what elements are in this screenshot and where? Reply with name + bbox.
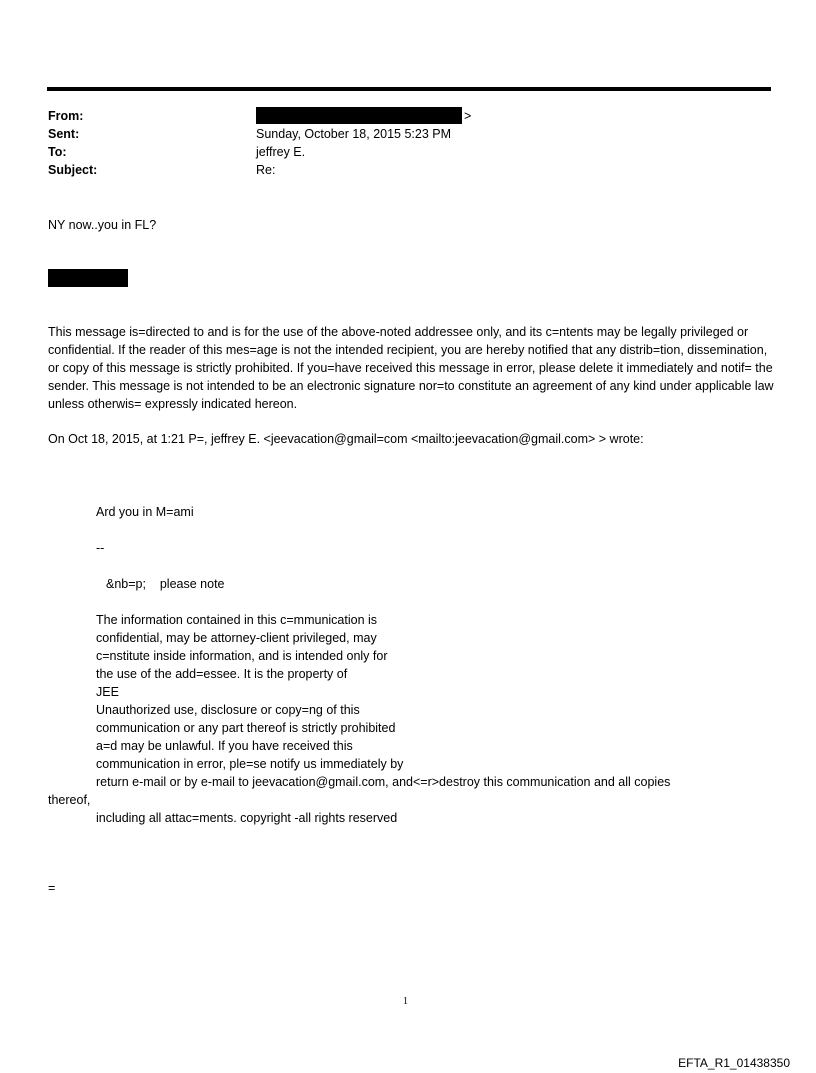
- subject-label: Subject:: [48, 163, 98, 177]
- notice-wrap-line: thereof,: [48, 793, 91, 807]
- quoted-line-1: Ard you in M=ami: [96, 505, 194, 519]
- notice-line: communication in error, ple=se notify us immediately by: [96, 757, 404, 771]
- confidentiality-notice: [96, 611, 670, 791]
- notice-line: c=nstitute inside information, and is intended only for: [96, 649, 388, 663]
- quoted-line-2: --: [96, 541, 105, 555]
- to-value: jeffrey E.: [256, 145, 306, 159]
- disclaimer-paragraph: This message is=directed to and is for the use of the above-noted addressee only, and its c=ntents may be legally privileged or confidential. If the reader of this mes=age is not the intended recipient, you are hereby notified that any distrib=tion, dissemination, or copy of this message is strictly prohibited. If you=have received this message in error, please delete it immediately and notif= the sender. This message is not intended to be an electronic signature nor=to constitute an agreement of any kind under applicable law unless otherwis= expressly indicated hereon.: [48, 325, 774, 411]
- from-value-suffix: >: [464, 109, 472, 123]
- notice-line: confidential, may be attorney-client privileged, may: [96, 631, 377, 645]
- notice-line: Unauthorized use, disclosure or copy=ng of this: [96, 703, 360, 717]
- subject-value: Re:: [256, 163, 276, 177]
- notice-line: the use of the add=essee. It is the property of: [96, 667, 348, 681]
- notice-line: return e-mail or by e-mail to jeevacation@gmail.com, and<=r>destroy this communication and all copies: [96, 775, 671, 789]
- notice-line: communication or any part thereof is strictly prohibited: [96, 721, 396, 735]
- sent-value: Sunday, October 18, 2015 5:23 PM: [256, 127, 452, 141]
- quoted-line-3: &nb=p; please note: [106, 577, 225, 591]
- trailing-equals: =: [48, 881, 56, 895]
- redacted-signature: [48, 269, 128, 287]
- notice-last-line: including all attac=ments. copyright -all rights reserved: [96, 811, 398, 825]
- notice-line: JEE: [96, 685, 119, 699]
- bates-number: EFTA_R1_01438350: [678, 1056, 790, 1070]
- notice-line: a=d may be unlawful. If you have received this: [96, 739, 353, 753]
- sent-label: Sent:: [48, 127, 80, 141]
- opening-line: NY now..you in FL?: [48, 218, 157, 232]
- page-number: 1: [403, 996, 408, 1007]
- redacted-sender: [256, 107, 462, 124]
- from-label: From:: [48, 109, 84, 123]
- notice-line: The information contained in this c=mmunication is: [96, 613, 378, 627]
- quote-header: On Oct 18, 2015, at 1:21 P=, jeffrey E. <jeevacation@gmail=com <mailto:jeevacation@gmail.com> > wrote:: [48, 432, 644, 446]
- header-rule: [47, 87, 771, 91]
- to-label: To:: [48, 145, 67, 159]
